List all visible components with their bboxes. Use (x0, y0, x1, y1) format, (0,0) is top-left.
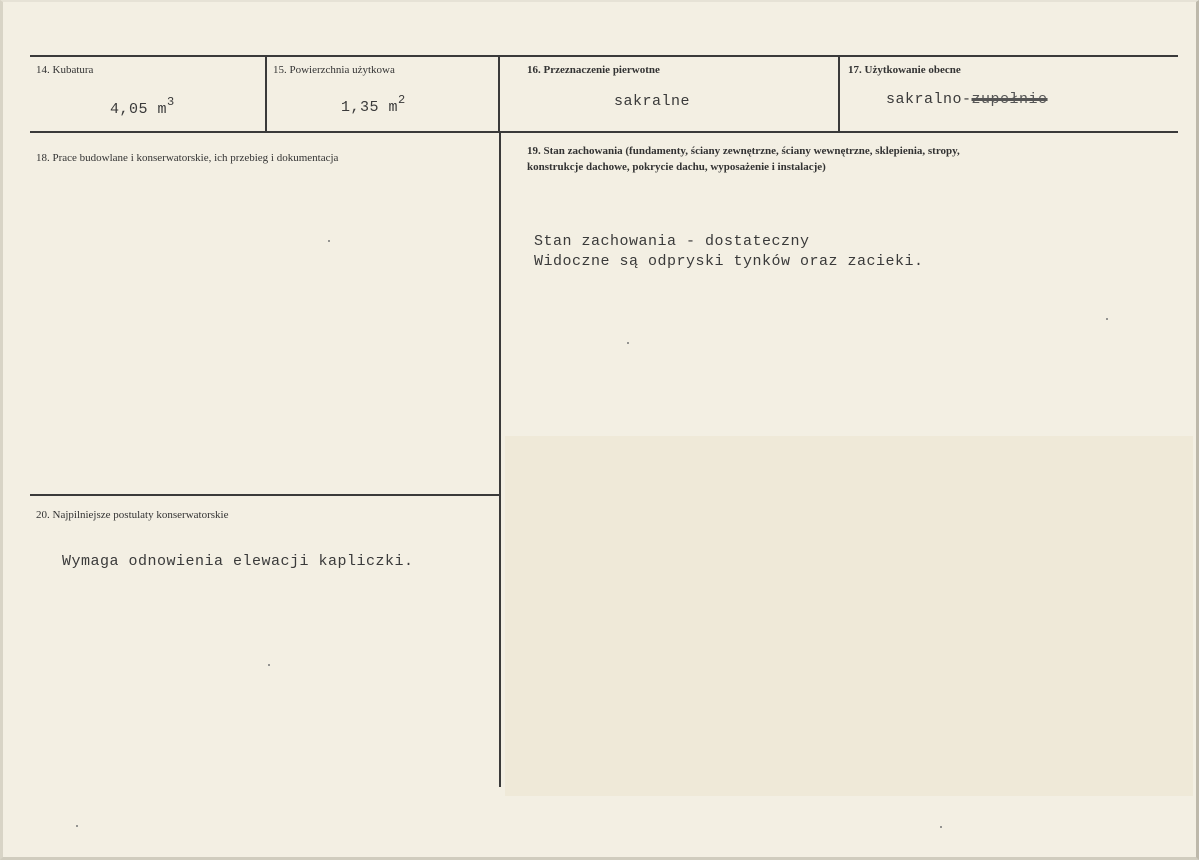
struck-out-text: zupełnie (971, 91, 1048, 108)
row-divider (30, 131, 1178, 133)
volume-value: 4,05 m (110, 101, 168, 118)
col-divider-2 (498, 57, 500, 131)
field-20-label: 20. Najpilniejsze postulaty konserwatorskie (36, 509, 229, 521)
current-use-value: sakralno- (886, 91, 972, 108)
paper-speck (76, 825, 78, 827)
field-15-value (341, 95, 406, 116)
paper-speck (1106, 318, 1108, 320)
field-14-label: 14. Kubatura (36, 64, 94, 76)
paper-shade (505, 436, 1193, 796)
paper-speck (268, 664, 270, 666)
condition-text-line2: Widoczne są odpryski tynków oraz zacieki. (534, 253, 924, 270)
field-16-value: sakralne (614, 93, 691, 110)
paper-speck (328, 240, 330, 242)
field-19-label-line1: 19. Stan zachowania (fundamenty, ściany zewnętrzne, ściany wewnętrzne, sklepienia, stropy, (527, 145, 960, 157)
area-value: 1,35 m (341, 99, 399, 116)
field-14-value (110, 97, 175, 118)
field-18-label: 18. Prace budowlane i konserwatorskie, ich przebieg i dokumentacja (36, 152, 339, 164)
area-unit-exponent: 2 (398, 93, 406, 107)
condition-text-line1: Stan zachowania - dostateczny (534, 233, 810, 250)
col-divider-1 (265, 57, 267, 131)
postulate-text: Wymaga odnowienia elewacji kapliczki. (62, 553, 414, 570)
field-17-label: 17. Użytkowanie obecne (848, 64, 961, 76)
field-19-label-line2: konstrukcje dachowe, pokrycie dachu, wyposażenie i instalacje) (527, 161, 826, 173)
field-15-label: 15. Powierzchnia użytkowa (273, 64, 395, 76)
volume-unit-exponent: 3 (167, 95, 175, 109)
main-divider (499, 133, 501, 787)
left-lower-divider (30, 494, 500, 496)
field-17-value (886, 91, 1048, 108)
field-16-label: 16. Przeznaczenie pierwotne (527, 64, 660, 76)
paper-speck (940, 826, 942, 828)
col-divider-3 (838, 57, 840, 131)
paper-speck (627, 342, 629, 344)
top-rule (30, 55, 1178, 57)
